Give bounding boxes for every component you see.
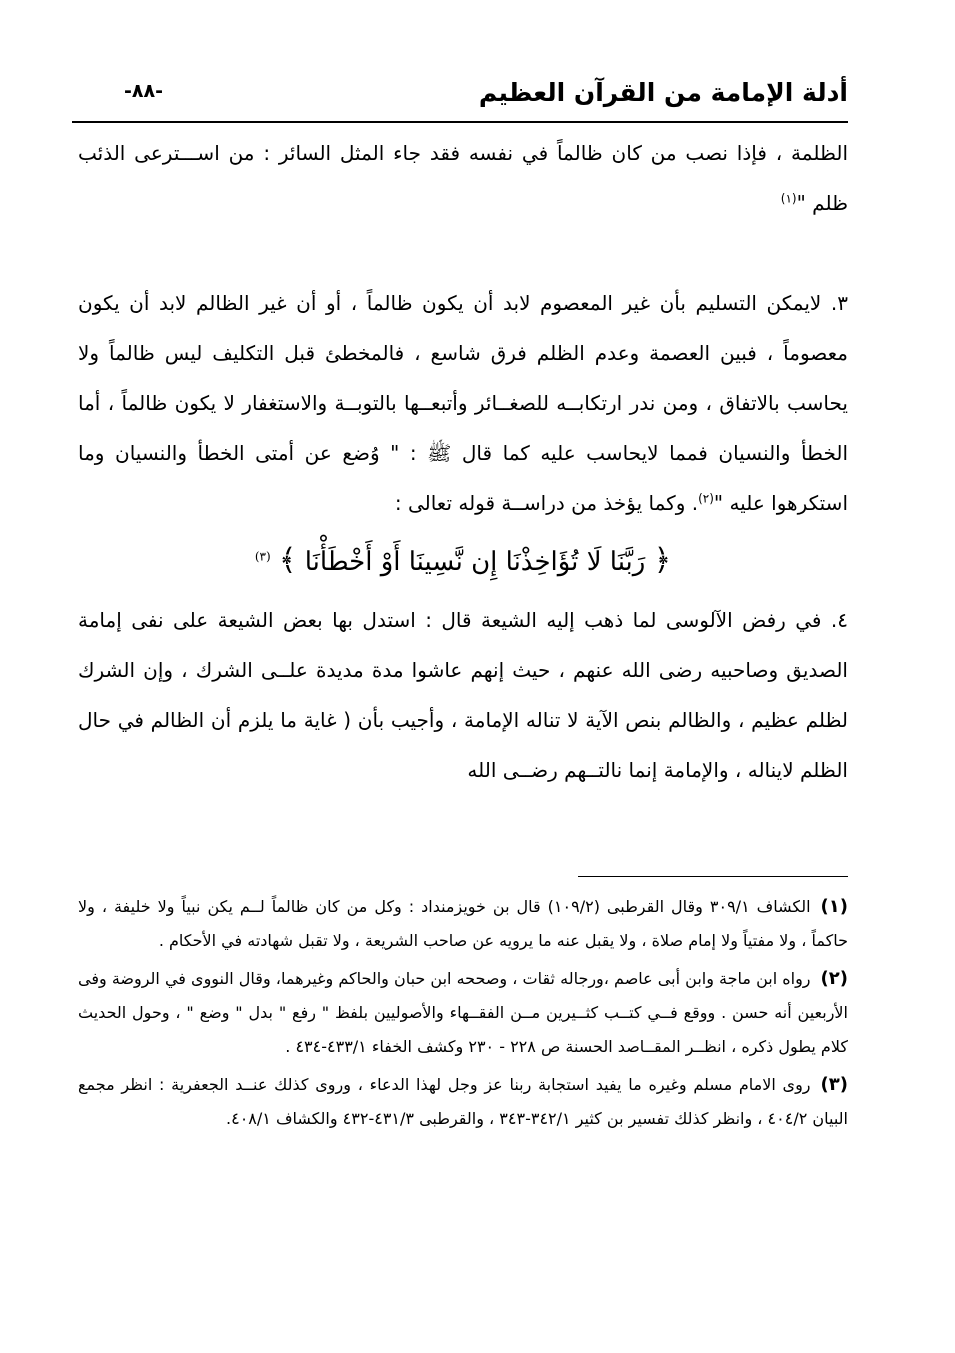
- point3-text-end: . وكما يؤخذ من دراســة قوله تعالى :: [394, 491, 699, 515]
- paragraph-point-4: ٤. في رفض الآلوسى لما ذهب إليه الشيعة قال : استدل بها بعض الشيعة على نفى إمامة الصديق وصاحبيه رضى الله عنهم ، حيث إنهم عاشوا مدة مديدة علــى الشرك ، وإن الشرك لظلم عظيم ، والظالم بنص الآية لا تناله الإمامة ، وأجيب بأن ( غاية ما يلزم أن الظالم في حال الظلم لايناله ، والإمامة إنما نالتــهم رضــى الله: [78, 608, 848, 782]
- page-header: [72, 78, 848, 118]
- footnote-text: روى الامام مسلم وغيره ما يفيد استجابة ربنا عز وجل لهذا الدعاء ، وروى كذلك عنــد الجعفرية : انظر مجمع البيان ٤٠٤/٢ ، وانظر كذلك تفسير بن كثير ٣٤٢/١-٣٤٣ ، والقرطبى ٤٣١/٣-٤٣٢ والكشاف ٤٠٨/١.: [78, 1075, 848, 1128]
- book-title: أدلة الإمامة من القرآن العظيم: [478, 78, 848, 107]
- verse-text: رَبَّنَا لَا تُؤَاخِذْنَا إِن نَّسِينَا أَوْ أَخْطَأْنَا: [304, 547, 646, 577]
- paragraph-point-3: [78, 278, 848, 528]
- footnotes: [78, 890, 848, 1140]
- footnote-number: (٢): [820, 968, 848, 989]
- footnote-text: رواه ابن ماجة وابن أبى عاصم ،ورجاله ثقات ، وصححه ابن حبان والحاكم وغيرهما، وقال النووى في الروضة وفى الأربعين أنه حسن . ووقع فــي كتــب كثــيرين مــن الفقــهاء والأصوليين بلفظ " رفع " بدل " وضع " ، وحول الحديث كلام يطول ذكره ، انظــر المقــاصد الحسنة ص ٢٢٨ - ٢٣٠ وكشف الخفاء ٤٣٣/١-٤٣٤ .: [78, 969, 848, 1056]
- footnote-ref-2[interactable]: (٢): [698, 491, 714, 506]
- verse-close-bracket: ﴾: [278, 543, 297, 578]
- quran-verse: [78, 528, 848, 595]
- header-rule: [72, 121, 848, 123]
- verse-open-bracket: ﴿: [653, 543, 672, 578]
- footnote-number: (٣): [820, 1074, 848, 1095]
- point3-text: ٣. لايمكن التسليم بأن غير المعصوم لابد أن يكون ظالماً ، أو أن غير الظالم لابد أن يكون معصوماً ، فبين العصمة وعدم الظلم فرق شاسع ، فالمخطئ قبل التكليف ليس ظالماً ولا يحاسب بالاتفاق ، ومن ندر ارتكابــه للصغــائر وأتبعــها بالتوبــة والاستغفار لا يكون ظالماً ، أما الخطأ والنسيان فمما لايحاسب عليه كما قال ﷺ : " وُضع عن أمتى الخطأ والنسيان وما استكرهوا عليه ": [78, 291, 848, 515]
- footnote-text: الكشاف ٣٠٩/١ وقال القرطبى (١٠٩/٢) قال بن خويزمنداد : وكل من كان ظالماً لــم يكن نبياً ولا خليفة ، ولا حاكماً ، ولا مفتياً ولا إمام صلاة ، ولا يقبل عنه ما يرويه عن صاحب الشريعة ، ولا تقبل شهادته في الأحكام .: [78, 897, 848, 950]
- page-number: -٨٨-: [124, 80, 163, 102]
- footnote-3: [78, 1068, 848, 1136]
- footnote-1: [78, 890, 848, 958]
- paragraph-continuation: [78, 128, 848, 228]
- footnote-number: (١): [820, 896, 848, 917]
- footnote-ref-3[interactable]: (٣): [254, 549, 271, 564]
- footnote-rule: [578, 876, 848, 877]
- main-text: [78, 128, 848, 795]
- footnote-2: [78, 962, 848, 1064]
- continuation-text: الظلمة ، فإذا نصب من كان ظالماً في نفسه فقد جاء المثل السائر : من اســـترعى الذئب ظلم ": [78, 141, 848, 215]
- footnote-ref-1[interactable]: (١): [780, 191, 797, 206]
